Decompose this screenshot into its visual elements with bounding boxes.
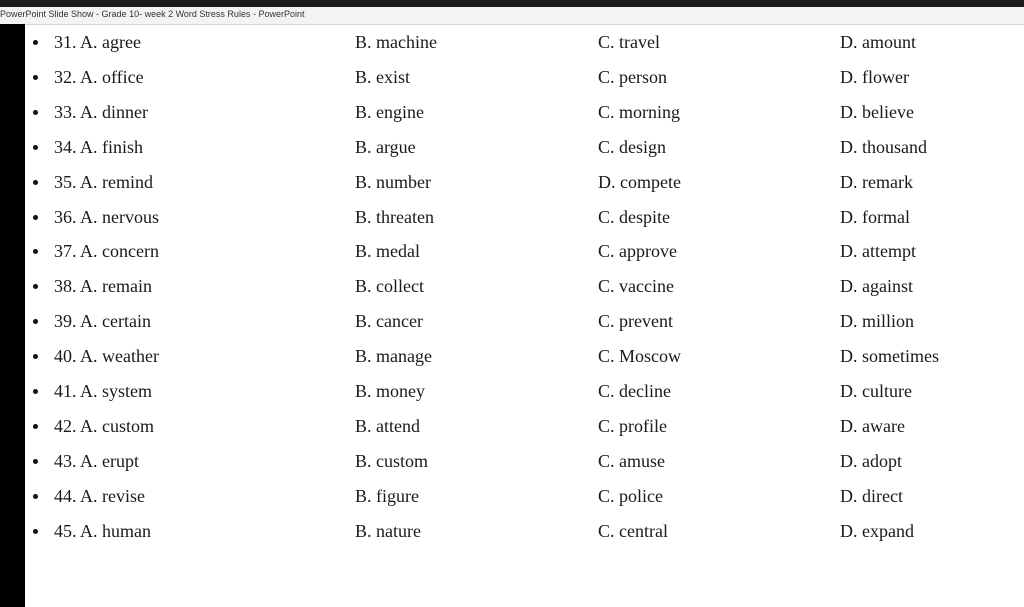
- option-d: D. expand: [840, 520, 914, 541]
- left-black-edge: [0, 24, 25, 607]
- option-a: 35. A. remind: [54, 171, 153, 192]
- question-row: [25, 97, 1024, 131]
- bullet-dot-icon: [33, 180, 38, 185]
- option-c: C. approve: [598, 241, 677, 262]
- question-row: [25, 167, 1024, 201]
- option-c: C. Moscow: [598, 346, 682, 367]
- window-title: PowerPoint Slide Show - Grade 10- week 2 Word Stress Rules - PowerPoint: [0, 9, 305, 19]
- option-a: 45. A. human: [54, 520, 151, 541]
- option-d: D. aware: [840, 415, 905, 436]
- option-b: B. collect: [355, 276, 424, 297]
- option-c: C. police: [598, 485, 663, 506]
- bullet-dot-icon: [33, 494, 38, 499]
- bullet-dot-icon: [33, 389, 38, 394]
- option-a: 41. A. system: [54, 381, 153, 401]
- option-a: 39. A. certain: [54, 311, 151, 332]
- bullet-dot-icon: [33, 319, 38, 324]
- option-a: 42. A. custom: [54, 415, 155, 436]
- option-b: B. machine: [355, 32, 437, 52]
- question-row: [25, 62, 1024, 96]
- option-c: C. prevent: [598, 311, 673, 332]
- bullet-dot-icon: [33, 145, 38, 150]
- option-d: D. thousand: [840, 136, 927, 157]
- option-b: B. nature: [355, 520, 421, 541]
- option-c: C. profile: [598, 415, 667, 436]
- option-c: C. decline: [598, 381, 671, 401]
- title-bar: [0, 7, 1024, 25]
- option-c: C. despite: [598, 206, 670, 227]
- option-c: C. morning: [598, 101, 681, 122]
- bullet-dot-icon: [33, 40, 38, 45]
- option-d: D. remark: [840, 171, 913, 192]
- option-d: D. against: [840, 276, 913, 297]
- bullet-dot-icon: [33, 284, 38, 289]
- option-c: C. central: [598, 520, 668, 541]
- option-c: C. travel: [598, 32, 660, 52]
- option-c: C. amuse: [598, 450, 665, 471]
- option-d: D. flower: [840, 66, 909, 87]
- question-row: [25, 376, 1024, 410]
- option-a: 40. A. weather: [54, 346, 159, 367]
- option-d: D. direct: [840, 485, 903, 506]
- bullet-dot-icon: [33, 354, 38, 359]
- question-row: [25, 516, 1024, 550]
- option-a: 43. A. erupt: [54, 450, 139, 471]
- option-a: 34. A. finish: [54, 136, 144, 157]
- question-row: [25, 236, 1024, 270]
- option-d: D. believe: [840, 101, 914, 122]
- question-row: [25, 341, 1024, 375]
- bullet-dot-icon: [33, 459, 38, 464]
- option-a: 37. A. concern: [54, 241, 159, 262]
- option-b: B. number: [355, 171, 431, 192]
- option-a: 38. A. remain: [54, 276, 152, 297]
- bullet-dot-icon: [33, 424, 38, 429]
- question-row: [25, 27, 1024, 61]
- option-a: 44. A. revise: [54, 485, 145, 506]
- option-d: D. adopt: [840, 450, 902, 471]
- option-d: D. culture: [840, 381, 912, 401]
- option-c: C. person: [598, 66, 667, 87]
- bullet-dot-icon: [33, 75, 38, 80]
- bullet-dot-icon: [33, 529, 38, 534]
- option-b: B. custom: [355, 450, 429, 471]
- option-d: D. amount: [840, 32, 916, 52]
- option-a: 31. A. agree: [54, 32, 141, 52]
- top-dark-strip: [0, 0, 1024, 7]
- question-row: [25, 446, 1024, 480]
- bullet-dot-icon: [33, 110, 38, 115]
- option-a: 32. A. office: [54, 66, 144, 87]
- question-row: [25, 202, 1024, 236]
- option-d: D. formal: [840, 206, 910, 227]
- option-d: D. attempt: [840, 241, 916, 262]
- question-row: [25, 411, 1024, 445]
- option-b: B. manage: [355, 346, 432, 367]
- option-c: C. design: [598, 136, 667, 157]
- option-d: D. million: [840, 311, 915, 332]
- slide-content: [25, 25, 1024, 607]
- option-c: D. compete: [598, 171, 681, 192]
- option-c: C. vaccine: [598, 276, 674, 297]
- option-b: B. figure: [355, 485, 419, 506]
- option-b: B. threaten: [355, 206, 434, 227]
- question-row: [25, 306, 1024, 340]
- option-a: 33. A. dinner: [54, 101, 148, 122]
- option-a: 36. A. nervous: [54, 206, 159, 227]
- option-b: B. engine: [355, 101, 424, 122]
- bullet-dot-icon: [33, 249, 38, 254]
- option-b: B. attend: [355, 415, 420, 436]
- question-row: [25, 271, 1024, 305]
- option-b: B. money: [355, 381, 425, 401]
- question-row: [25, 132, 1024, 166]
- option-b: B. argue: [355, 136, 416, 157]
- option-b: B. medal: [355, 241, 420, 262]
- option-d: D. sometimes: [840, 346, 939, 367]
- option-b: B. cancer: [355, 311, 423, 332]
- bullet-dot-icon: [33, 215, 38, 220]
- option-b: B. exist: [355, 66, 411, 87]
- question-row: [25, 481, 1024, 515]
